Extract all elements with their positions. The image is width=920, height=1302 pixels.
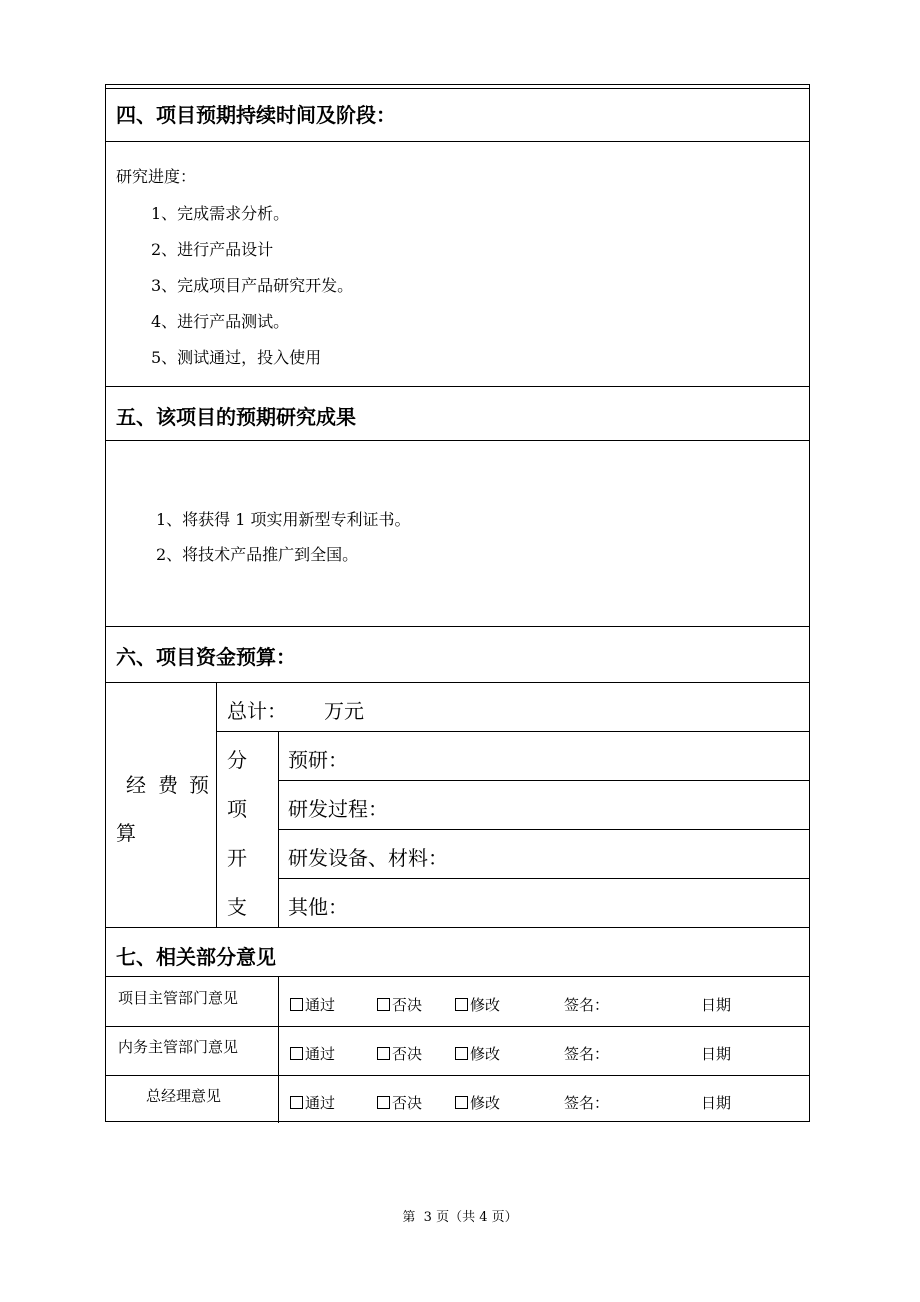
option-reject[interactable]: 否决	[377, 1043, 422, 1064]
option-modify[interactable]: 修改	[455, 994, 500, 1015]
progress-step: 5、测试通过，投入使用	[151, 348, 322, 367]
progress-step: 2、进行产品设计	[151, 240, 274, 259]
checkbox-icon[interactable]	[290, 998, 303, 1011]
checkbox-icon[interactable]	[455, 998, 468, 1011]
option-modify[interactable]: 修改	[455, 1043, 500, 1064]
date-label: 日期	[701, 1045, 732, 1063]
sub-item: 预研：	[288, 748, 348, 772]
section5-header	[106, 386, 809, 429]
checkbox-icon[interactable]	[377, 1047, 390, 1060]
sign-label: 签名：	[564, 996, 610, 1014]
sub-label-char: 开	[227, 846, 247, 870]
dept-label: 总经理意见	[146, 1087, 222, 1105]
approval-block	[106, 976, 809, 1122]
progress-step: 4、进行产品测试。	[151, 312, 290, 331]
page-number: 3	[423, 1210, 432, 1225]
sub-label-char: 项	[227, 797, 247, 821]
sub-label-char: 分	[227, 748, 247, 772]
page-footer: 第 3 页（共 4 页）	[402, 1210, 518, 1225]
date-label: 日期	[701, 1094, 732, 1112]
budget-label-char: 经	[126, 773, 146, 797]
sub-item: 研发设备、材料：	[288, 846, 448, 870]
budget-label-char: 费	[158, 773, 178, 797]
option-reject[interactable]: 否决	[377, 1092, 422, 1113]
dept-label: 项目主管部门意见	[118, 989, 239, 1007]
budget-label-char: 算	[116, 821, 136, 845]
checkbox-icon[interactable]	[290, 1096, 303, 1109]
section6-header	[106, 626, 809, 669]
option-reject[interactable]: 否决	[377, 994, 422, 1015]
outcome-item: 2、将技术产品推广到全国。	[156, 545, 359, 564]
option-pass[interactable]: 通过	[290, 994, 335, 1015]
progress-step: 1、完成需求分析。	[151, 204, 290, 223]
sub-item: 其他：	[288, 895, 348, 919]
sign-label: 签名：	[564, 1045, 610, 1063]
date-label: 日期	[701, 996, 732, 1014]
progress-intro: 研究进度：	[116, 167, 197, 186]
section6-heading: 六、项目资金预算：	[116, 645, 296, 669]
progress-step: 3、完成项目产品研究开发。	[151, 276, 354, 295]
checkbox-icon[interactable]	[290, 1047, 303, 1060]
sub-label-char: 支	[227, 895, 247, 919]
section5-body	[106, 440, 809, 564]
checkbox-icon[interactable]	[377, 998, 390, 1011]
checkbox-icon[interactable]	[455, 1047, 468, 1060]
option-modify[interactable]: 修改	[455, 1092, 500, 1113]
budget-total-label: 总计：	[227, 699, 287, 723]
budget-label-char: 预	[189, 773, 209, 797]
section5-heading: 五、该项目的预期研究成果	[116, 405, 356, 429]
section4-heading: 四、项目预期持续时间及阶段：	[116, 103, 396, 127]
section4-body	[106, 141, 809, 367]
dept-label: 内务主管部门意见	[118, 1038, 239, 1056]
checkbox-icon[interactable]	[455, 1096, 468, 1109]
budget-total-unit: 万元	[324, 699, 364, 723]
double-rule	[106, 88, 809, 89]
section7-header	[106, 927, 809, 969]
option-pass[interactable]: 通过	[290, 1092, 335, 1113]
sign-label: 签名：	[564, 1094, 610, 1112]
option-pass[interactable]: 通过	[290, 1043, 335, 1064]
budget-block	[106, 682, 809, 927]
sub-item: 研发过程：	[288, 797, 388, 821]
checkbox-icon[interactable]	[377, 1096, 390, 1109]
outcome-item: 1、将获得 1 项实用新型专利证书。	[156, 510, 411, 529]
section7-heading: 七、相关部分意见	[116, 945, 276, 969]
form-table	[105, 84, 810, 1122]
